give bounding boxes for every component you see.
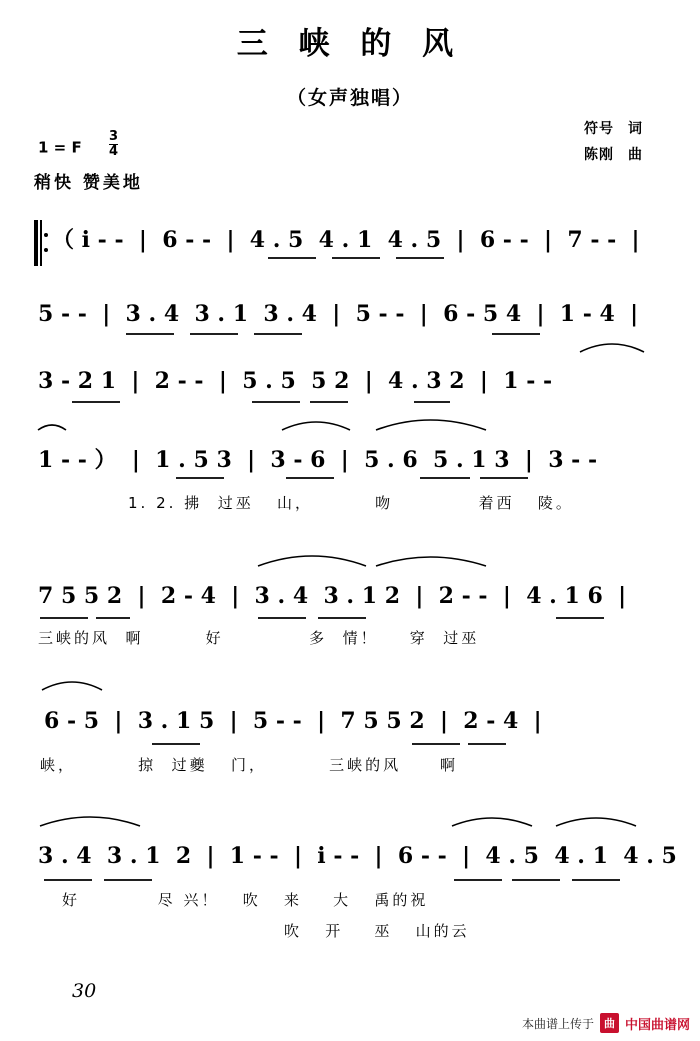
sheet-music-page (0, 18, 700, 1041)
lyrics-line: 峡， 掠 过夔 门， 三峡的风 啊 (40, 756, 458, 774)
notation-line: 3 - 2 1 | 2 - - | 5 . 5 5 2 | 4 . 3 2 | 1 - - (38, 368, 553, 394)
music-system-2 (0, 301, 700, 327)
lyrics-line: 1. 2. 拂 过巫 山， 吻 着西 陵。 (128, 494, 574, 512)
notation-line: 7 5 5 2 | 2 - 4 | 3 . 4 3 . 1 2 | 2 - - | 4 . 1 6 | (38, 583, 627, 609)
slur-arc (38, 425, 66, 430)
notation-line: 1 - - ） | 1 . 5 3 | 3 - 6 | 5 . 6 5 . 1 3 | 3 - - (38, 447, 598, 473)
notation-line: 5 - - | 3 . 4 3 . 1 3 . 4 | 5 - - | 6 - 5 4 | 1 - 4 | (38, 301, 639, 327)
time-signature-numerator: 3 (108, 129, 118, 144)
notation-line: 3 . 4 3 . 1 2 | 1 - - | i - - | 6 - - | 4 . 5 4 . 1 4 . 5 (38, 843, 677, 869)
lyrics-line: 好 尽 兴！ 吹 来 大 禹的祝 (62, 891, 429, 909)
footer-text: 本曲谱上传于 (521, 1016, 594, 1031)
slur-arc (282, 422, 350, 430)
time-signature (109, 130, 118, 158)
music-system-4 (0, 443, 700, 513)
credit-name: 符号 (584, 121, 614, 137)
credits (584, 116, 642, 168)
music-system-6 (0, 708, 700, 775)
page-title: 三 峡 的 风 (236, 26, 464, 62)
credit-composer (584, 142, 642, 168)
slur-arc (258, 556, 366, 566)
music-system-1 (0, 223, 700, 254)
page-subtitle: （女声独唱） (286, 87, 413, 109)
site-logo-icon: 曲 (600, 1013, 619, 1033)
slur-arc (376, 557, 486, 566)
music-system-3 (0, 368, 700, 394)
slur-arc (580, 344, 644, 352)
music-system-7 (0, 843, 700, 941)
key-signature: 1 = F (38, 138, 82, 157)
credit-role: 曲 (628, 147, 642, 163)
credit-name: 陈刚 (584, 147, 614, 163)
beam-lines (40, 258, 620, 880)
footer-watermark (522, 1013, 690, 1033)
slur-arc (42, 682, 102, 690)
slur-arc (452, 818, 532, 826)
slur-arc (376, 420, 486, 430)
credit-lyricist (584, 116, 642, 142)
lyrics-line: 三峡的风 啊 好 多 情！ 穿 过巫 (38, 629, 480, 647)
credit-role: 词 (628, 121, 642, 137)
music-system-5 (0, 583, 700, 648)
slur-arc (40, 817, 140, 826)
time-signature-denominator: 4 (108, 143, 118, 159)
slur-arc (556, 818, 636, 826)
key-signature-line (38, 130, 118, 158)
notation-line: （ i - - | 6 - - | 4 . 5 4 . 1 4 . 5 | 6 - - | 7 - - | (52, 227, 640, 253)
notation-line: 6 - 5 | 3 . 1 5 | 5 - - | 7 5 5 2 | 2 - 4 | (44, 708, 542, 734)
lyrics-line-verse2: 吹 开 巫 山的云 (284, 922, 470, 940)
site-name[interactable]: 中国曲谱网 (624, 1017, 690, 1033)
page-number: 30 (72, 980, 97, 1002)
tempo-marking: 稍快 赞美地 (34, 173, 143, 193)
